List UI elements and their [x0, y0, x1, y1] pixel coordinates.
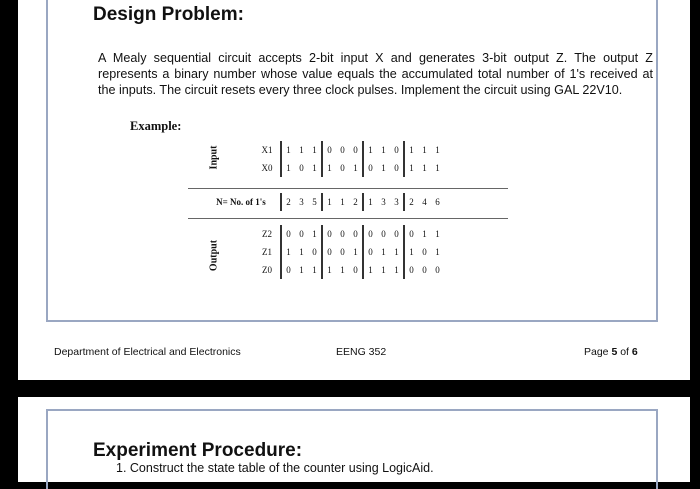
table-cell: 3 — [394, 197, 399, 207]
table-cell: 1 — [394, 247, 399, 257]
table-cell: 1 — [322, 159, 336, 177]
table-cell: 1 — [353, 163, 358, 173]
table-cell: 1 — [404, 243, 418, 261]
table-cell: 2 — [404, 193, 418, 211]
table-cell: 0 — [281, 225, 295, 243]
footer-department: Department of Electrical and Electronics — [54, 346, 241, 358]
document-page-6 — [18, 397, 690, 482]
table-cell: 1 — [435, 229, 440, 239]
table-cell: 0 — [340, 247, 345, 257]
table-cell: 1 — [353, 247, 358, 257]
table-divider — [188, 218, 508, 219]
design-problem-heading: Design Problem: — [93, 4, 244, 25]
table-cell: 1 — [340, 197, 345, 207]
table-cell: 1 — [381, 163, 386, 173]
output-group-label: Output — [208, 239, 220, 272]
table-cell: 6 — [435, 197, 440, 207]
table-cell: 1 — [299, 265, 304, 275]
row-label: Z1 — [262, 247, 272, 257]
table-cell: 3 — [381, 197, 386, 207]
table-cell: 1 — [299, 145, 304, 155]
table-row — [254, 159, 444, 177]
table-cell: 0 — [322, 225, 336, 243]
table-cell: 0 — [394, 145, 399, 155]
page-prefix: Page — [584, 346, 612, 358]
experiment-procedure-heading: Experiment Procedure: — [93, 440, 303, 461]
table-cell: 1 — [363, 193, 377, 211]
table-cell: 0 — [322, 243, 336, 261]
table-cell: 1 — [404, 141, 418, 159]
table-row — [254, 141, 444, 159]
page-total: 6 — [631, 346, 638, 358]
table-cell: 1 — [422, 163, 427, 173]
table-cell: 2 — [353, 197, 358, 207]
table-cell: 1 — [381, 145, 386, 155]
ones-count-table — [202, 193, 444, 211]
table-cell: 0 — [404, 261, 418, 279]
table-cell: 1 — [435, 247, 440, 257]
table-cell: 0 — [381, 229, 386, 239]
footer-page-number — [584, 346, 638, 358]
row-label: Z2 — [262, 229, 272, 239]
table-cell: 1 — [312, 229, 317, 239]
table-cell: 1 — [281, 159, 295, 177]
table-cell: 0 — [422, 265, 427, 275]
table-cell: 0 — [312, 247, 317, 257]
table-cell: 0 — [353, 265, 358, 275]
table-cell: 0 — [281, 261, 295, 279]
table-cell: 1 — [381, 265, 386, 275]
table-cell: 1 — [404, 159, 418, 177]
table-cell: 1 — [281, 243, 295, 261]
table-cell: 1 — [394, 265, 399, 275]
row-label: X1 — [261, 145, 273, 155]
table-cell: 1 — [312, 265, 317, 275]
row-label: X0 — [261, 163, 273, 173]
table-cell: 0 — [363, 159, 377, 177]
procedure-step-1: 1. Construct the state table of the counter using LogicAid. — [116, 461, 434, 475]
table-cell: 0 — [340, 145, 345, 155]
document-page-5 — [18, 0, 690, 380]
table-cell: 0 — [363, 225, 377, 243]
table-cell: 1 — [322, 193, 336, 211]
table-cell: 1 — [363, 141, 377, 159]
table-cell: 0 — [394, 229, 399, 239]
footer-course: EENG 352 — [336, 346, 387, 358]
table-row — [254, 225, 444, 243]
page-of: of — [617, 346, 632, 358]
output-table — [254, 225, 445, 279]
table-cell: 1 — [363, 261, 377, 279]
problem-statement: A Mealy sequential circuit accepts 2-bit input X and generates 3-bit output Z. The output Z represents a binary number whose value equals the accumulated total number of 1's received at the inputs. The circuit resets every three clock pulses. Implement the circuit using GAL 22V10. — [98, 51, 653, 97]
table-divider — [188, 188, 508, 189]
table-cell: 1 — [422, 145, 427, 155]
page-num: 5 — [611, 346, 618, 358]
table-row — [254, 243, 444, 261]
table-cell: 1 — [340, 265, 345, 275]
table-cell: 1 — [312, 163, 317, 173]
table-cell: 1 — [322, 261, 336, 279]
table-cell: 3 — [299, 197, 304, 207]
table-cell: 4 — [422, 197, 427, 207]
table-cell: 0 — [340, 163, 345, 173]
table-cell: 0 — [394, 163, 399, 173]
table-cell: 1 — [422, 229, 427, 239]
table-cell: 0 — [322, 141, 336, 159]
table-row — [254, 261, 444, 279]
table-cell: 0 — [422, 247, 427, 257]
table-cell: 0 — [299, 163, 304, 173]
table-cell: 0 — [353, 229, 358, 239]
table-cell: 2 — [281, 193, 295, 211]
table-cell: 0 — [435, 265, 440, 275]
table-cell: 5 — [312, 197, 317, 207]
table-cell: 1 — [281, 141, 295, 159]
table-cell: 0 — [363, 243, 377, 261]
input-table — [254, 141, 445, 177]
table-cell: 0 — [404, 225, 418, 243]
row-label: Z0 — [262, 265, 272, 275]
table-cell: 0 — [299, 229, 304, 239]
table-cell: 1 — [312, 145, 317, 155]
table-cell: 0 — [340, 229, 345, 239]
table-cell: 1 — [435, 145, 440, 155]
table-cell: 1 — [381, 247, 386, 257]
table-cell: 0 — [353, 145, 358, 155]
table-cell: 1 — [435, 163, 440, 173]
example-label: Example: — [130, 119, 182, 133]
table-cell: 1 — [299, 247, 304, 257]
table-row — [202, 193, 444, 211]
input-group-label: Input — [208, 145, 220, 170]
row-label: N= No. of 1's — [216, 197, 266, 207]
